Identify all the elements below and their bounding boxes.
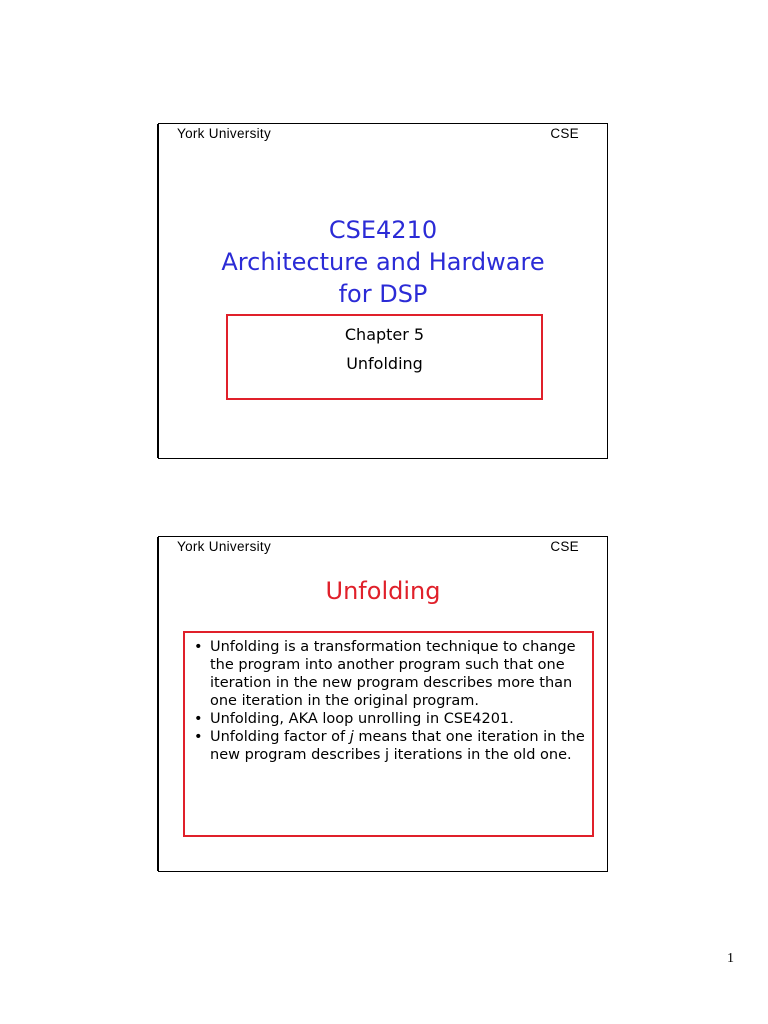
slide-1 (158, 123, 608, 459)
bullet-item: • Unfolding is a transformation technique to change the program into another program such that one iteration in the new program describes more than one iteration in the original program. (191, 638, 586, 710)
slide-header-left: York University (177, 539, 272, 554)
title-line: Architecture and Hardware (221, 248, 545, 276)
chapter-line: Chapter 5 (344, 325, 425, 344)
bullet-text-end: means that one iteration in the new program describes j iterations in the old one. (210, 729, 585, 763)
slide-header-right: CSE (550, 126, 579, 141)
slide-2 (158, 536, 608, 872)
page-number: 1 (727, 951, 734, 966)
title-line: CSE4210 (328, 216, 438, 244)
title-line: for DSP (338, 280, 428, 308)
bullet-text-start: Unfolding factor of (210, 729, 350, 745)
slide-header-right: CSE (550, 539, 579, 554)
bullet-item: • Unfolding, AKA loop unrolling in CSE4201. (191, 710, 586, 728)
chapter-box (226, 314, 543, 400)
bullet-item (191, 728, 586, 764)
chapter-topic: Unfolding (346, 354, 423, 373)
bullet-box (183, 631, 594, 837)
bullet-list (191, 638, 586, 764)
slide-title (159, 214, 607, 310)
slide-title: Unfolding (325, 577, 441, 605)
slide-header-left: York University (177, 126, 272, 141)
variable-j: j (349, 729, 354, 745)
